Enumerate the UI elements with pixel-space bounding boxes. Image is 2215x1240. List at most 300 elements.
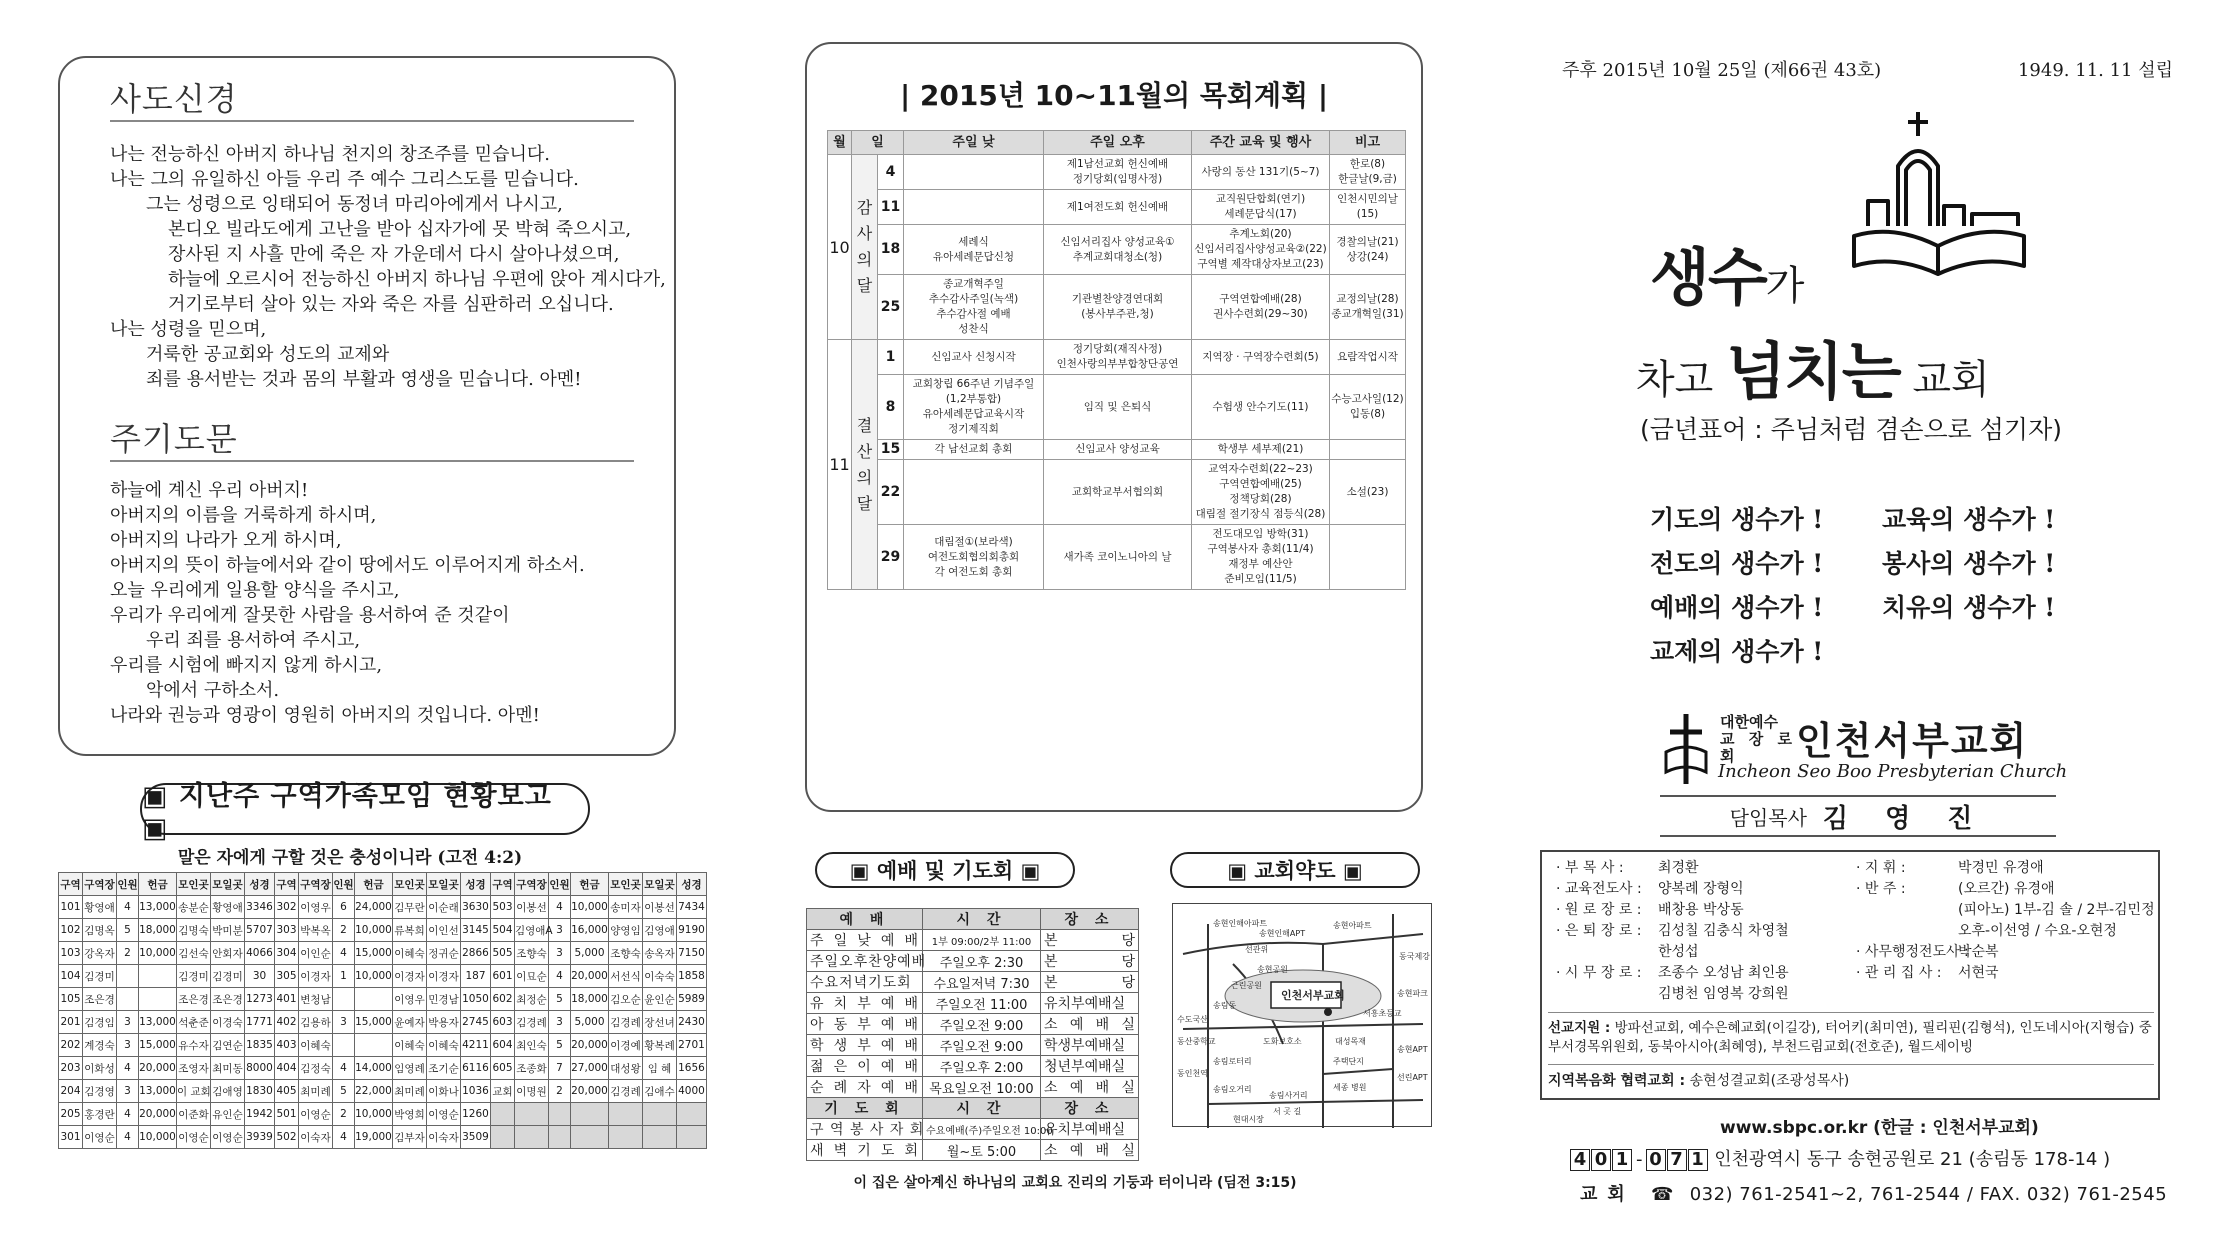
report-cell: 1036: [461, 1080, 491, 1103]
map-label: 송림오거리: [1213, 1085, 1252, 1094]
report-cell: 1273: [245, 988, 275, 1011]
report-cell: [549, 1103, 571, 1126]
report-cell: 최정순: [515, 988, 549, 1011]
worship-name: 학 생 부 예 배: [807, 1035, 923, 1056]
report-cell: 18,000: [571, 988, 609, 1011]
plan-afternoon: [1044, 225, 1192, 275]
report-cell: 김무란: [393, 896, 427, 919]
report-cell: 10,000: [139, 942, 177, 965]
plan-noon: [904, 375, 1044, 440]
plan-month: 10: [828, 155, 852, 340]
plan-noon: [904, 275, 1044, 340]
report-header: 헌금: [355, 873, 393, 896]
map-label: 송현APT: [1397, 1045, 1428, 1054]
worship-header: 장 소: [1041, 1098, 1139, 1119]
plan-afternoon: [1044, 275, 1192, 340]
staff-role: [1856, 900, 1958, 921]
bottom-verse: 이 집은 살아계신 하나님의 교회요 진리의 기둥과 터이니라 (딤전 3:15): [853, 1175, 1297, 1191]
report-cell: 305: [275, 965, 299, 988]
report-cell: 403: [275, 1034, 299, 1057]
plan-header: 비고: [1330, 131, 1406, 155]
report-cell: [333, 988, 355, 1011]
staff-row: [1556, 879, 1856, 900]
report-header: 구역: [275, 873, 299, 896]
worship-place: 학생부예배실: [1041, 1035, 1139, 1056]
worship-name: 유 치 부 예 배: [807, 993, 923, 1014]
report-cell: 이혜숙: [393, 942, 427, 965]
plan-line: 한로(8): [1349, 158, 1386, 170]
plan-day: 15: [878, 440, 904, 460]
report-cell: 504: [491, 919, 515, 942]
zip-digit: 7: [1667, 1149, 1687, 1171]
worship-header: 기 도 회: [807, 1098, 923, 1119]
report-cell: 김명옥: [83, 919, 117, 942]
plan-line: 교회학교부서협의회: [1071, 485, 1164, 498]
worship-place: 유치부예배실: [1041, 993, 1139, 1014]
plan-line: 소설(23): [1346, 485, 1389, 498]
report-cell: [117, 988, 139, 1011]
map-church-label: 인천서부교회: [1281, 989, 1345, 1002]
report-cell: 황복례: [643, 1034, 677, 1057]
report-cell: 석춘준: [177, 1011, 211, 1034]
plan-line: 추계교회대청소(청): [1072, 250, 1163, 263]
plan-month-char: 달: [856, 493, 873, 513]
report-cell: 최인숙: [515, 1034, 549, 1057]
report-cell: 김경미: [177, 965, 211, 988]
report-cell: 황영애: [83, 896, 117, 919]
creed-line: 거기로부터 살아 있는 자와 죽은 자를 심판하러 오십니다.: [168, 294, 614, 315]
report-cell: 이경예: [609, 1034, 643, 1057]
worship-name: 아 동 부 예 배: [807, 1014, 923, 1035]
map-label: 송림사거리: [1269, 1091, 1308, 1100]
staff-names: 최경환: [1658, 860, 1699, 876]
slogan-item: 전도의 생수가 !: [1650, 549, 1824, 578]
report-cell: 20,000: [571, 965, 609, 988]
report-cell: 유인순: [211, 1103, 245, 1126]
creed-line: 나는 전능하신 아버지 하나님 천지의 창조주를 믿습니다.: [110, 144, 550, 165]
table-row: [828, 440, 1406, 460]
report-cell: 류복희: [393, 919, 427, 942]
report-cell: 5989: [677, 988, 707, 1011]
report-cell: 2: [117, 942, 139, 965]
plan-line: 경찰의날(21): [1336, 235, 1399, 248]
plan-noon: [904, 190, 1044, 225]
report-cell: 계경숙: [83, 1034, 117, 1057]
report-cell: [355, 1034, 393, 1057]
report-cell: 교회: [491, 1080, 515, 1103]
church-name: 인천서부교회: [1796, 719, 2029, 763]
ministry-plan-box: [805, 42, 1423, 812]
prayer-title: 주기도문: [110, 420, 238, 458]
staff-names: 김병천 임영복 강희원: [1658, 986, 1789, 1002]
report-header: 인원: [333, 873, 355, 896]
denomination: 대한예수교 장 로 회: [1720, 713, 1792, 765]
report-header: 모인곳: [393, 873, 427, 896]
report-cell: 이영순: [177, 1126, 211, 1149]
plan-line: 추계노회(20): [1229, 228, 1292, 240]
map-label: 동산중학교: [1177, 1037, 1216, 1046]
prayer-line: 오늘 우리에게 일용할 양식을 주시고,: [110, 580, 400, 601]
report-cell: 김연순: [211, 1034, 245, 1057]
table-row: [59, 988, 707, 1011]
report-cell: [549, 1126, 571, 1149]
plan-line: 한글날(9,금): [1338, 173, 1397, 185]
report-cell: 5,000: [571, 1011, 609, 1034]
table-row: [807, 972, 1139, 993]
map-label: 송현인해APT: [1259, 929, 1306, 938]
plan-line: 종교개혁주일: [943, 278, 1004, 290]
report-cell: 박복옥: [299, 919, 333, 942]
report-cell: 2: [333, 919, 355, 942]
plan-line: 성찬식: [958, 323, 989, 335]
plan-note: [1330, 190, 1406, 225]
report-cell: 최미례: [299, 1080, 333, 1103]
report-cell: [139, 988, 177, 1011]
report-cell: 임 혜: [643, 1057, 677, 1080]
map-label: 도화보호소: [1263, 1037, 1302, 1046]
zip-digit: 4: [1570, 1149, 1590, 1171]
prayer-line: 아버지의 뜻이 하늘에서와 같이 땅에서도 이루어지게 하소서.: [110, 555, 585, 576]
slogan-line-2: [1636, 322, 1990, 411]
report-cell: 505: [491, 942, 515, 965]
report-cell: 103: [59, 942, 83, 965]
staff-row: [1856, 942, 2156, 963]
worship-name: 새 벽 기 도 회: [807, 1140, 923, 1161]
regional-label: 지역복음화 협력교회 :: [1548, 1073, 1686, 1089]
plan-line: 입동(8): [1349, 408, 1386, 420]
church-name-en: Incheon Seo Boo Presbyterian Church: [1718, 761, 2068, 782]
plan-line: 교직원단합회(연기): [1215, 193, 1306, 205]
cross-logo-icon: [1662, 712, 1710, 786]
report-cell: 이묘순: [515, 965, 549, 988]
creed-title: 사도신경: [110, 80, 238, 118]
plan-day: 4: [878, 155, 904, 190]
plan-line: (봉사부주관,청): [1081, 308, 1154, 320]
middle-column: [700, 0, 1450, 1240]
staff-names: 배창용 박상동: [1658, 902, 1744, 918]
plan-month: 11: [828, 340, 852, 590]
website[interactable]: www.sbpc.or.kr (한글 : 인천서부교회): [1720, 1118, 2039, 1138]
plan-month-char: 의: [856, 250, 873, 269]
mission-list: 방파선교회, 예수은혜교회(이길강), 터어키(최미연), 필리핀(김형석), 인도네시아(지형습) 중부서경목위원회, 동북아시아(최혜영), 부천드림교회(전호준), 월드세이빙: [1548, 1020, 2152, 1055]
plan-line: 인천사랑의부부합창단공연: [1056, 358, 1179, 370]
staff-names: 한성섭: [1658, 944, 1699, 960]
plan-month-char: 사: [856, 224, 873, 243]
report-cell: 조종화: [515, 1057, 549, 1080]
report-cell: 1260: [461, 1103, 491, 1126]
plan-line: 교역자수련회(22~23): [1208, 463, 1313, 475]
worship-time: 주일오전 11:00: [923, 993, 1041, 1014]
report-cell: 3: [549, 942, 571, 965]
worship-place: 소 예 배 실: [1041, 1077, 1139, 1098]
plan-month-label: [852, 340, 878, 590]
report-cell: 4: [117, 1057, 139, 1080]
plan-line: 요람작업시작: [1337, 350, 1398, 363]
staff-names: 양복례 장형익: [1658, 881, 1744, 897]
table-row: [59, 1103, 707, 1126]
table-row: [59, 1057, 707, 1080]
staff-names: 김성칠 김충식 차영철: [1658, 923, 1789, 939]
pastor-name: 김 영 진: [1822, 803, 1987, 834]
report-cell: 이혜숙: [393, 1034, 427, 1057]
creed-line: 죄를 용서받는 것과 몸의 부활과 영생을 믿습니다. 아멘!: [146, 369, 582, 390]
report-cell: 이경자: [299, 965, 333, 988]
report-cell: 20,000: [139, 1057, 177, 1080]
report-cell: 민경남: [427, 988, 461, 1011]
report-cell: 205: [59, 1103, 83, 1126]
table-row: [807, 993, 1139, 1014]
plan-note: [1330, 460, 1406, 525]
report-cell: 15,000: [139, 1034, 177, 1057]
plan-week: [1192, 525, 1330, 590]
staff-right: [1856, 858, 2156, 984]
plan-line: 재정부 예산안: [1228, 558, 1293, 570]
worship-name: 수요저녁기도회: [807, 972, 923, 993]
plan-header: 주일 낮: [904, 131, 1044, 155]
report-cell: 최미동: [211, 1057, 245, 1080]
worship-header: 예 배: [807, 909, 923, 930]
report-cell: 황영애: [211, 896, 245, 919]
worship-time: 목요일오전 10:00: [923, 1077, 1041, 1098]
report-cell: 202: [59, 1034, 83, 1057]
plan-month-char: 결: [856, 415, 873, 435]
plan-line: 추수감사주일(녹색): [928, 293, 1019, 305]
plan-header: 주일 오후: [1044, 131, 1192, 155]
staff-role: [1556, 942, 1658, 963]
report-cell: 이준화: [177, 1103, 211, 1126]
report-cell: 14,000: [355, 1057, 393, 1080]
staff-role: · 교육전도사 :: [1556, 881, 1642, 897]
plan-week: [1192, 440, 1330, 460]
report-cell: [117, 965, 139, 988]
staff-role: [1556, 984, 1658, 1005]
pastor-label: 담임목사: [1729, 805, 1807, 830]
slogan-small: 교회: [1912, 357, 1990, 403]
worship-time: 주일오전 9:00: [923, 1014, 1041, 1035]
report-cell: 10,000: [355, 919, 393, 942]
report-cell: 18,000: [139, 919, 177, 942]
map-label: 송현인해아파트: [1213, 919, 1268, 928]
report-cell: 이인순: [299, 942, 333, 965]
report-cell: 김경례: [609, 1080, 643, 1103]
church-map: [1172, 903, 1432, 1127]
map-label: 동인천역: [1177, 1069, 1208, 1078]
worship-time: 수요예배(주)주일오전 10:00: [923, 1119, 1041, 1140]
plan-note: [1330, 375, 1406, 440]
report-cell: 2430: [677, 1011, 707, 1034]
map-label: 송현파크: [1397, 989, 1428, 998]
report-cell: 이경자: [427, 965, 461, 988]
plan-note: [1330, 155, 1406, 190]
report-cell: 301: [59, 1126, 83, 1149]
plan-afternoon: [1044, 460, 1192, 525]
report-cell: 5: [549, 1034, 571, 1057]
slogan-list: [1650, 498, 2120, 674]
report-cell: 4: [333, 942, 355, 965]
staff-role: · 부 목 사 :: [1556, 860, 1624, 876]
report-cell: 104: [59, 965, 83, 988]
cell-group-report-table: [58, 872, 707, 1149]
report-cell: 이봉선: [515, 896, 549, 919]
zip-code: [1570, 1149, 1714, 1170]
table-row: [807, 951, 1139, 972]
plan-noon: [904, 155, 1044, 190]
staff-names: 박경민 유경애: [1958, 860, 2044, 876]
map-label: 서 곳 길: [1273, 1107, 1302, 1116]
report-cell: 김명숙: [177, 919, 211, 942]
report-cell: 3: [549, 1011, 571, 1034]
report-cell: 15,000: [355, 942, 393, 965]
staff-left: [1556, 858, 1856, 1005]
report-cell: 24,000: [355, 896, 393, 919]
worship-title: ▣ 예배 및 기도회 ▣: [815, 852, 1075, 888]
worship-place: 소 예 배 실: [1041, 1014, 1139, 1035]
creed-line: 본디오 빌라도에게 고난을 받아 십자가에 못 박혀 죽으시고,: [168, 219, 632, 240]
table-row: [807, 1014, 1139, 1035]
plan-line: 유아세례문답교육시작: [922, 408, 1025, 420]
plan-line: 신임교사 양성교육: [1075, 443, 1160, 455]
plan-line: (1,2부통합): [945, 393, 1002, 405]
staff-row: [1856, 921, 2156, 942]
report-cell: 김오순: [609, 988, 643, 1011]
report-header: 구역장: [83, 873, 117, 896]
report-cell: 김선숙: [177, 942, 211, 965]
staff-role: · 관 리 집 사 :: [1856, 965, 1942, 981]
report-cell: [491, 1103, 515, 1126]
table-row: [59, 896, 707, 919]
staff-role: · 반 주 :: [1856, 881, 1906, 897]
ministry-plan-table: [827, 130, 1406, 590]
prayer-line: 우리 죄를 용서하여 주시고,: [146, 630, 361, 651]
report-cell: 이영우: [299, 896, 333, 919]
report-header-row: [59, 873, 707, 896]
plan-line: 신임서리집사 양성교육①: [1060, 235, 1175, 248]
plan-day: 18: [878, 225, 904, 275]
plan-week: [1192, 340, 1330, 375]
slogan-small: 차고: [1636, 357, 1714, 403]
report-cell: 대성왕: [609, 1057, 643, 1080]
slogan-big: 생수: [1650, 241, 1766, 314]
plan-note: [1330, 525, 1406, 590]
report-cell: 1656: [677, 1057, 707, 1080]
report-cell: 이명원: [515, 1080, 549, 1103]
report-cell: 김애수: [643, 1080, 677, 1103]
report-cell: 정귀순: [427, 942, 461, 965]
report-cell: 13,000: [139, 1080, 177, 1103]
staff-row: [1856, 900, 2156, 921]
report-cell: 5: [549, 988, 571, 1011]
report-cell: 안회자: [211, 942, 245, 965]
worship-schedule-table: [806, 908, 1139, 1161]
map-label: 동국제강: [1399, 952, 1430, 961]
staff-names: 서현국: [1958, 965, 1999, 981]
report-header: 인원: [117, 873, 139, 896]
plan-line: 정기제직회: [948, 423, 999, 435]
plan-afternoon: [1044, 155, 1192, 190]
plan-line: 정기당회(임명사정): [1072, 173, 1163, 185]
zip-digit: 1: [1688, 1149, 1708, 1171]
map-label: 주택단지: [1333, 1057, 1364, 1066]
report-cell: 602: [491, 988, 515, 1011]
report-cell: 3509: [461, 1126, 491, 1149]
worship-header: 시 간: [923, 1098, 1041, 1119]
report-cell: 402: [275, 1011, 299, 1034]
report-header: 모일곳: [643, 873, 677, 896]
report-cell: 김부자: [393, 1126, 427, 1149]
report-cell: 이영순: [427, 1103, 461, 1126]
prayer-line: 하늘에 계신 우리 아버지!: [110, 480, 309, 501]
report-cell: 4: [549, 965, 571, 988]
report-cell: 1771: [245, 1011, 275, 1034]
report-cell: 2866: [461, 942, 491, 965]
phone-line: [1580, 1180, 2167, 1206]
slogan-line-1: [1650, 228, 1802, 317]
slogan-item: 치유의 생수가 !: [1882, 593, 2056, 622]
plan-noon: [904, 460, 1044, 525]
slogan-small: 가: [1765, 263, 1803, 309]
table-row: [59, 1080, 707, 1103]
staff-names: 조종수 오성남 최인용: [1658, 965, 1789, 981]
report-cell: 송분순: [177, 896, 211, 919]
report-cell: 4211: [461, 1034, 491, 1057]
staff-row: [1556, 921, 1856, 942]
report-cell: 204: [59, 1080, 83, 1103]
staff-role: · 은 퇴 장 로 :: [1556, 923, 1642, 939]
report-cell: 3346: [245, 896, 275, 919]
plan-line: 임직 및 은퇴식: [1083, 400, 1152, 413]
plan-month-char: 달: [856, 276, 873, 295]
plan-week: [1192, 155, 1330, 190]
report-cell: 서선식: [609, 965, 643, 988]
plan-line: 각 남선교회 총회: [934, 443, 1013, 455]
report-cell: 30: [245, 965, 275, 988]
plan-line: 대림절 절기장식 점등식(28): [1195, 508, 1326, 520]
map-label: 세종 병원: [1333, 1083, 1367, 1092]
table-row: [59, 965, 707, 988]
report-cell: 20,000: [139, 1103, 177, 1126]
plan-week: [1192, 225, 1330, 275]
report-header: 헌금: [571, 873, 609, 896]
regional-partner: [1548, 1064, 2154, 1090]
table-row: [59, 1011, 707, 1034]
report-cell: 20,000: [571, 1034, 609, 1057]
report-cell: [139, 965, 177, 988]
report-cell: 이인선: [427, 919, 461, 942]
report-cell: 502: [275, 1126, 299, 1149]
report-cell: 401: [275, 988, 299, 1011]
map-label: 대성목재: [1335, 1037, 1366, 1046]
table-row: [59, 942, 707, 965]
slogan-item: 예배의 생수가 !: [1650, 593, 1824, 622]
plan-noon: [904, 440, 1044, 460]
report-cell: 203: [59, 1057, 83, 1080]
report-cell: 5707: [245, 919, 275, 942]
plan-line: 여전도회협의회총회: [927, 550, 1020, 563]
map-drawing: [1173, 904, 1433, 1128]
table-row: [828, 340, 1406, 375]
map-label: 수도국산: [1177, 1015, 1208, 1024]
creed-prayer-box: [58, 56, 676, 756]
phone-numbers: 032) 761-2541~2, 761-2544 / FAX. 032) 761-2545: [1689, 1184, 2168, 1205]
plan-line: 구역연합예배(25): [1219, 478, 1302, 490]
slogan-item: 기도의 생수가 !: [1650, 505, 1824, 534]
prayer-line: 아버지의 이름을 거룩하게 하시며,: [110, 505, 377, 526]
creed-line: 하늘에 오르시어 전능하신 아버지 하나님 우편에 앉아 계시다가,: [168, 269, 666, 290]
plan-noon: [904, 225, 1044, 275]
report-cell: 김애영: [211, 1080, 245, 1103]
report-cell: 1835: [245, 1034, 275, 1057]
report-cell: 김경미: [211, 965, 245, 988]
